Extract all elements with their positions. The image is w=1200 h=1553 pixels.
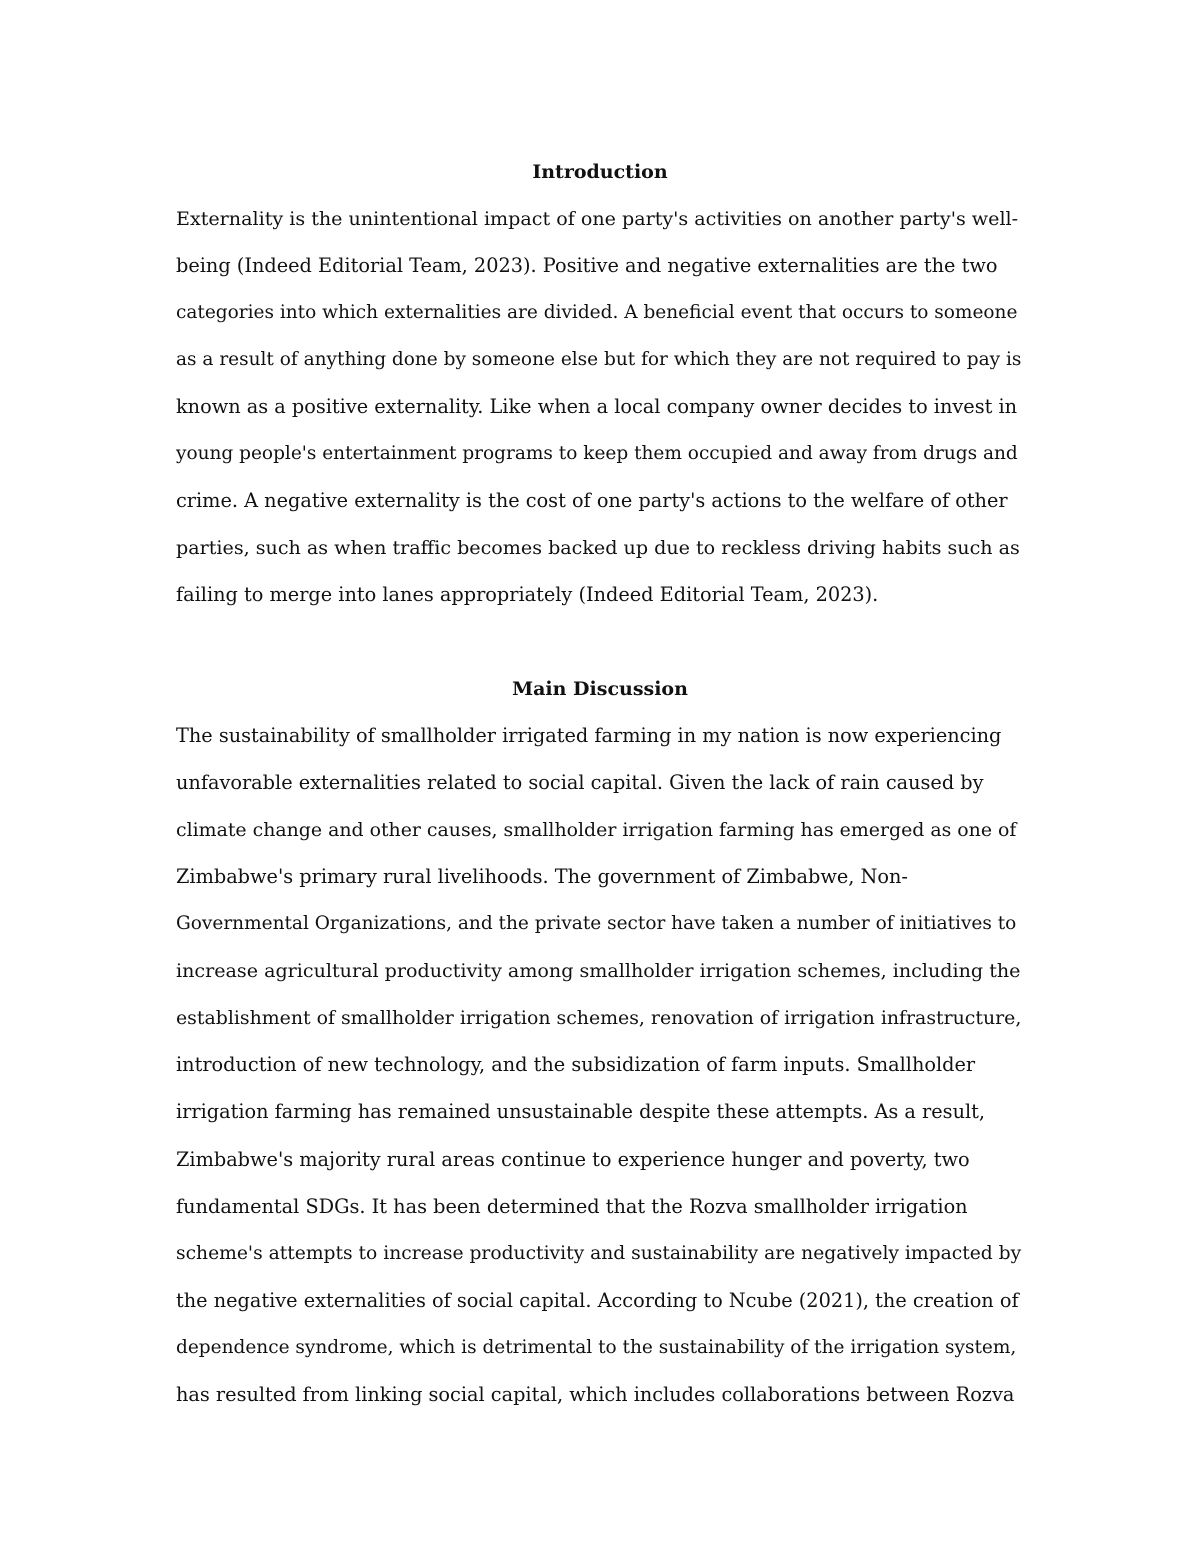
paragraph-line: dependence syndrome, which is detrimental to the sustainability of the irrigation system, — [176, 1337, 1017, 1358]
paragraph-line: Zimbabwe's majority rural areas continue to experience hunger and poverty, two — [176, 1148, 970, 1171]
paragraph-line: failing to merge into lanes appropriately (Indeed Editorial Team, 2023). — [176, 583, 879, 606]
paragraph-line: parties, such as when traffic becomes backed up due to reckless driving habits such as — [176, 536, 1020, 559]
paragraph-line: young people's entertainment programs to keep them occupied and away from drugs and — [176, 443, 1018, 464]
paragraph-line: categories into which externalities are divided. A beneficial event that occurs to someone — [176, 302, 1018, 323]
section-heading-main-discussion: Main Discussion — [512, 678, 688, 700]
paragraph-line: Externality is the unintentional impact of one party's activities on another party's well- — [176, 207, 1019, 230]
paragraph-line: introduction of new technology, and the subsidization of farm inputs. Smallholder — [176, 1053, 976, 1076]
paragraph-line: climate change and other causes, smallholder irrigation farming has emerged as one of — [176, 819, 1017, 841]
paragraph-line: establishment of smallholder irrigation schemes, renovation of irrigation infrastructure, — [176, 1007, 1022, 1029]
paragraph-line: unfavorable externalities related to social capital. Given the lack of rain caused by — [176, 771, 984, 794]
paragraph-line: as a result of anything done by someone else but for which they are not required to pay is — [176, 349, 1022, 370]
paragraph-line: scheme's attempts to increase productivity and sustainability are negatively impacted by — [176, 1243, 1022, 1264]
paragraph-line: being (Indeed Editorial Team, 2023). Positive and negative externalities are the two — [176, 254, 998, 277]
paragraph-line: Governmental Organizations, and the private sector have taken a number of initiatives to — [176, 913, 1017, 934]
paragraph-line: has resulted from linking social capital, which includes collaborations between Rozva — [176, 1383, 1015, 1406]
paragraph-line: Zimbabwe's primary rural livelihoods. The government of Zimbabwe, Non- — [176, 865, 908, 888]
paragraph-line: The sustainability of smallholder irrigated farming in my nation is now experiencing — [176, 724, 1002, 747]
section-heading-introduction: Introduction — [532, 161, 668, 183]
paragraph-line: increase agricultural productivity among smallholder irrigation schemes, including the — [176, 959, 1021, 982]
paragraph-line: crime. A negative externality is the cost of one party's actions to the welfare of other — [176, 489, 1008, 512]
paragraph-line: known as a positive externality. Like when a local company owner decides to invest in — [176, 395, 1018, 418]
paragraph-line: fundamental SDGs. It has been determined that the Rozva smallholder irrigation — [176, 1195, 968, 1218]
paragraph-line: irrigation farming has remained unsustainable despite these attempts. As a result, — [176, 1100, 986, 1123]
paragraph-line: the negative externalities of social capital. According to Ncube (2021), the creation of — [176, 1289, 1019, 1312]
